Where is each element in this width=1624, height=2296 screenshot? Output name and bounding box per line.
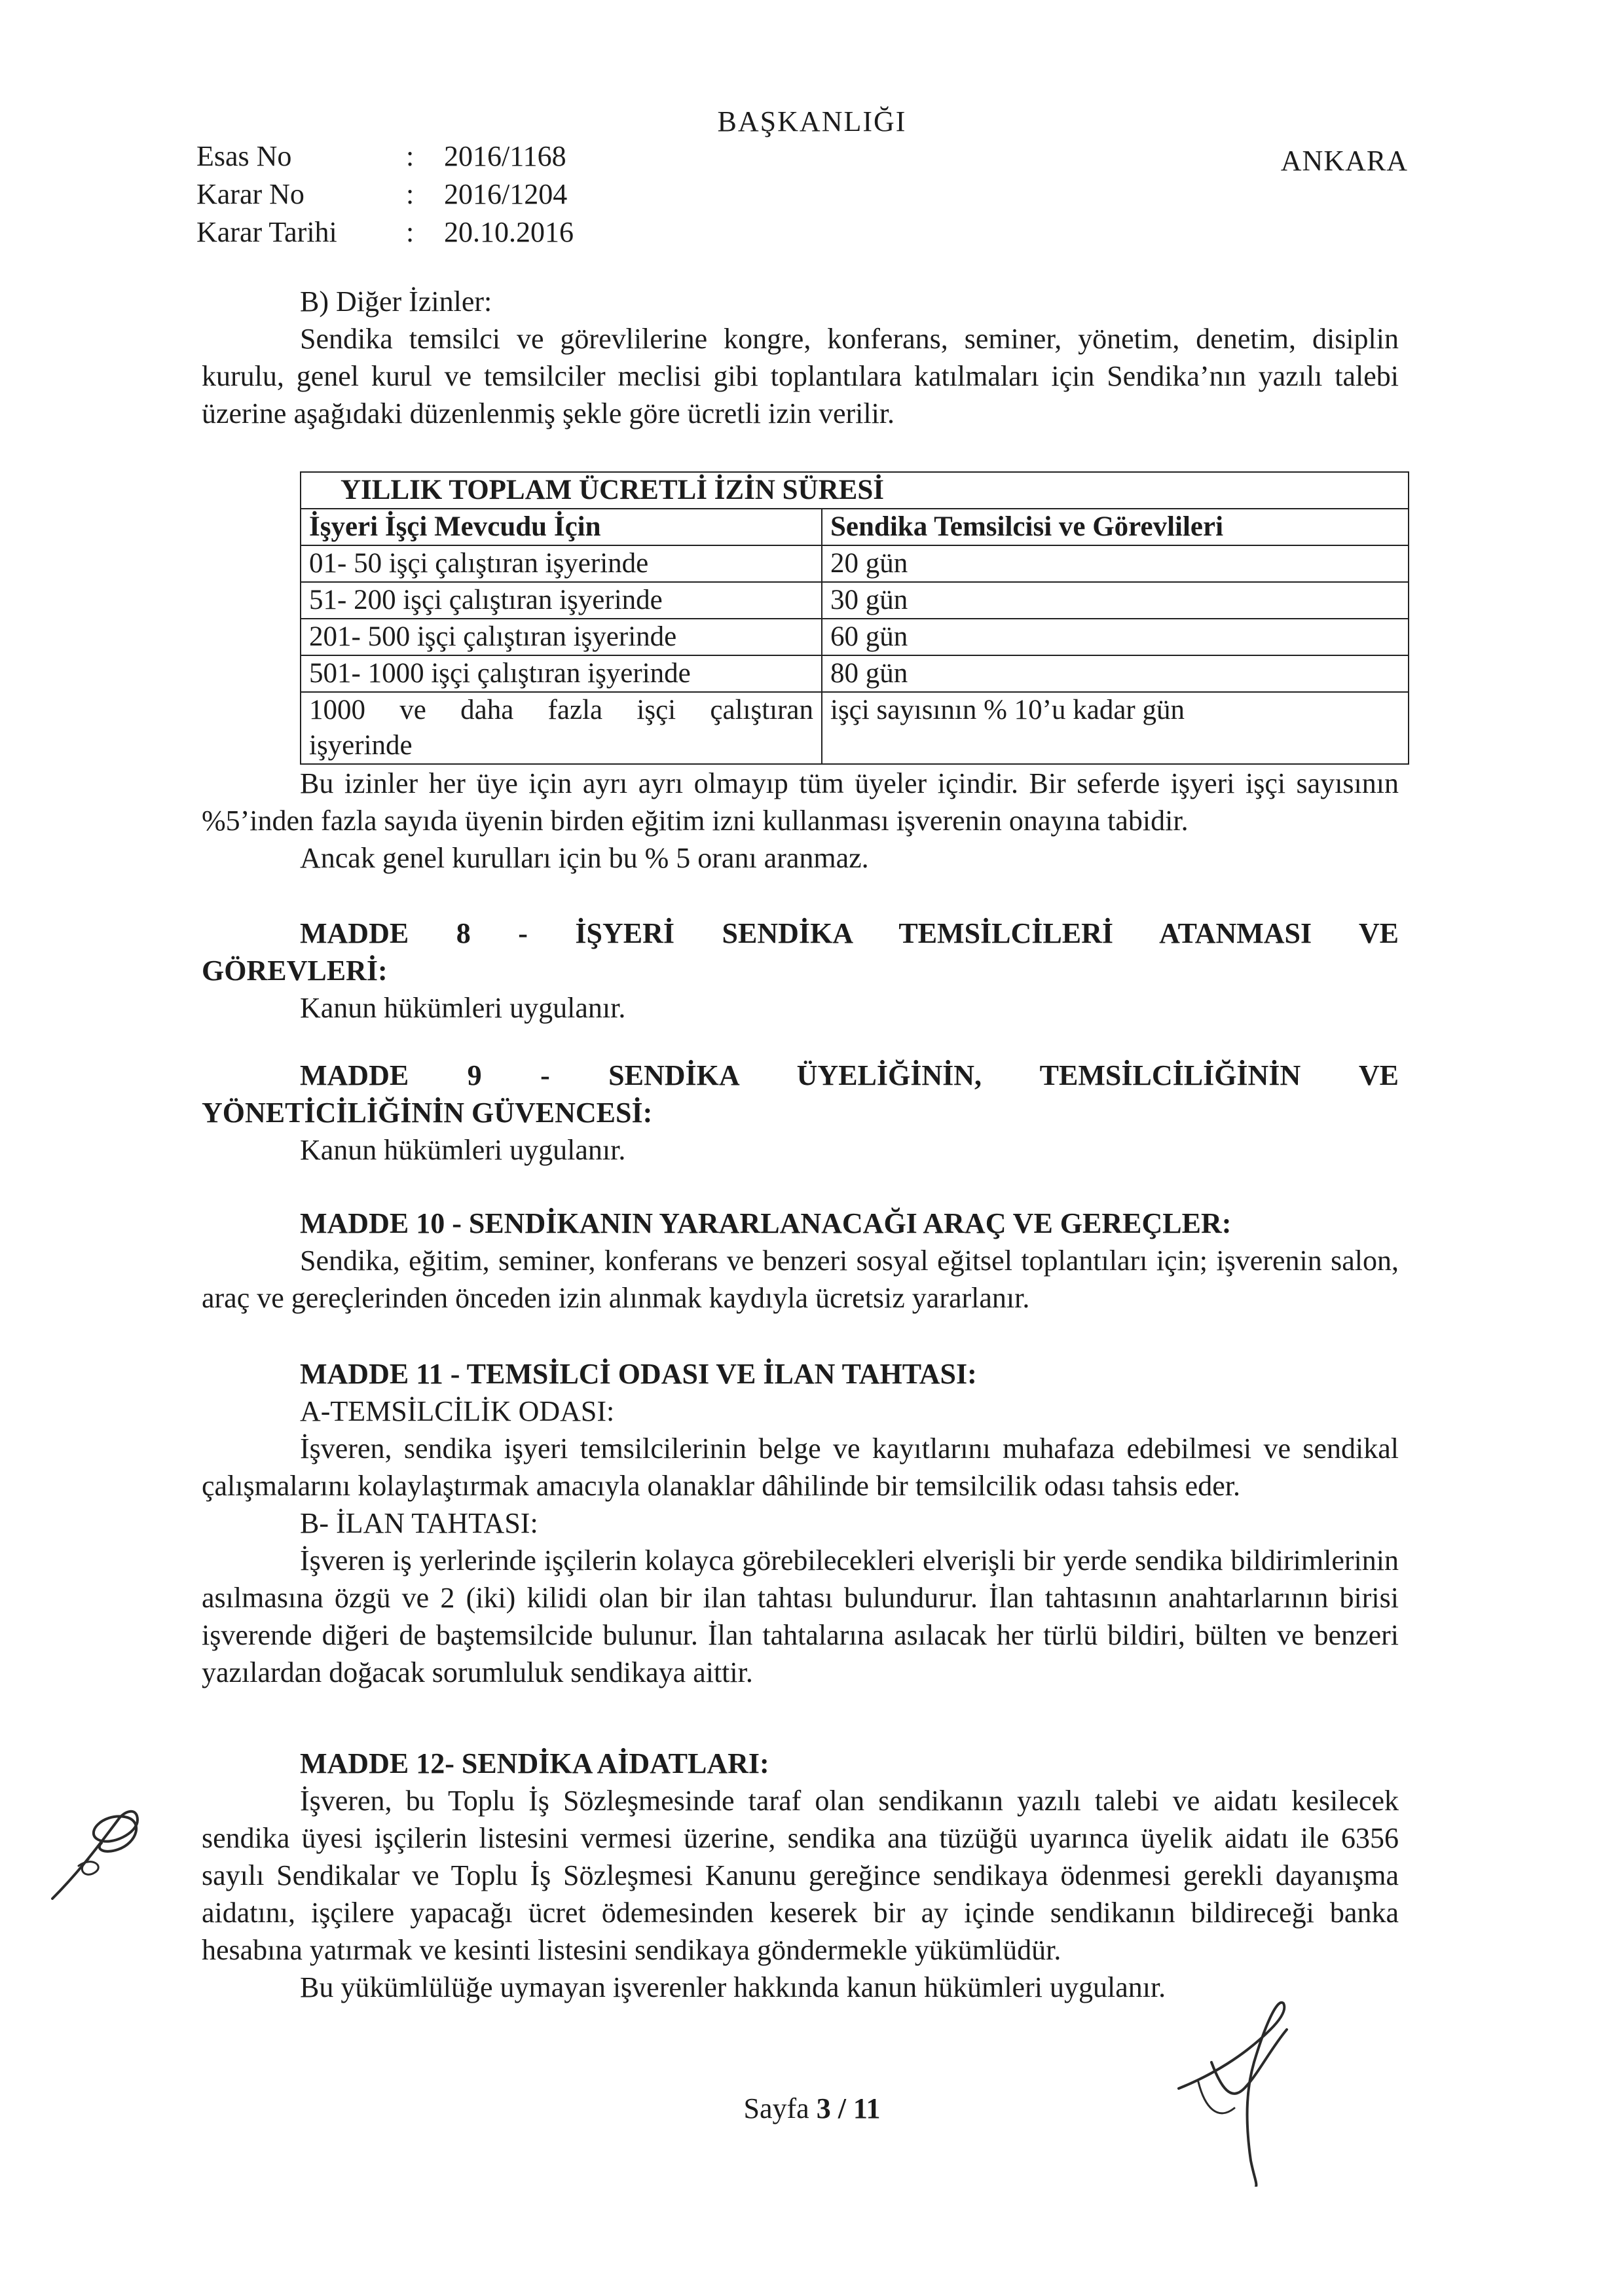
section-b-intro: Sendika temsilci ve görevlilerine kongre, konferans, seminer, yönetim, denetim, disiplin kurulu, genel kurul ve temsilciler meclisi gibi toplantılara katılmaları için Sendika’nın yazılı talebi üzerine aşağıdaki düzenlenmiş şekle göre ücretli izin verilir.: [202, 323, 1399, 429]
case-value: 20.10.2016: [444, 216, 574, 248]
article-text: Sendika, eğitim, seminer, konferans ve benzeri sosyal eğitsel toplantıları için; işverenin salon, araç ve gereçlerinden önceden izin alınmak kaydıyla ücretsiz yararlanır.: [202, 1245, 1399, 1314]
city-label: ANKARA: [1280, 145, 1408, 177]
table-row: [301, 619, 1409, 655]
article-text: İşveren, bu Toplu İş Sözleşmesinde taraf olan sendikanın yazılı talebi ve aidatı kesilecek sendika üyesi işçilerin listesini vermesi üzerine, sendika ana tüzüğü uyarınca üyelik aidatı ile 6356 sayılı Sendikalar ve Toplu İş Sözleşmesi Kanunu gereğince sendikaya ödenmesi gerekli dayanışma aidatını, işçilere yapacağı ücret ödemesinden keserek bir ay içinde sendikanın bildireceği banka hesabına yatırmak ve kesinti listesini sendikaya göndermekle yükümlüdür.: [202, 1785, 1399, 1966]
article-heading-cont: GÖREVLERİ:: [202, 955, 388, 987]
case-separator: :: [406, 216, 415, 248]
table-cell: işçi sayısının % 10’u kadar gün: [822, 692, 1409, 764]
table-title: YILLIK TOPLAM ÜCRETLİ İZİN SÜRESİ: [301, 472, 1409, 509]
table-cell: 30 gün: [822, 582, 1409, 619]
case-separator: :: [406, 178, 415, 210]
case-value: 2016/1204: [444, 178, 568, 210]
article-text: Kanun hükümleri uygulanır.: [300, 1134, 626, 1166]
leave-note: Bu izinler her üye için ayrı ayrı olmayıp tüm üyeler içindir. Bir seferde işyeri işçi sayısının %5’inden fazla sayıda üyenin birden eğitim izni kullanması işverenin onayına tabidir.: [202, 767, 1399, 837]
section-b: [202, 283, 1399, 432]
article-heading: MADDE 12- SENDİKA AİDATLARI:: [300, 1747, 769, 1779]
case-label: Esas No: [196, 140, 292, 172]
table-row: [301, 582, 1409, 619]
table-row: [301, 692, 1409, 764]
signature: [1172, 1990, 1329, 2187]
table-cell: 60 gün: [822, 619, 1409, 655]
page-number: 3 / 11: [816, 2092, 881, 2124]
article-text-2: Bu yükümlülüğe uymayan işverenler hakkında kanun hükümleri uygulanır.: [300, 1971, 1166, 2003]
article-heading-cont: YÖNETİCİLİĞİNİN GÜVENCESİ:: [202, 1097, 653, 1129]
article-11: [202, 1355, 1399, 1691]
table-cell: 51- 200 işçi çalıştıran işyerinde: [301, 582, 822, 619]
subsection-a-text: İşveren, sendika işyeri temsilcilerinin belge ve kayıtlarını muhafaza edebilmesi ve sendikal çalışmalarını kolaylaştırmak amacıyla olanaklar dâhilinde bir temsilcilik odası tahsis eder.: [202, 1432, 1399, 1502]
table-cell: [301, 692, 822, 764]
article-heading: MADDE 9 - SENDİKA ÜYELİĞİNİN, TEMSİLCİLİĞİNİN VE: [300, 1059, 1399, 1091]
table-cell: 201- 500 işçi çalıştıran işyerinde: [301, 619, 822, 655]
case-row-karar: [196, 175, 574, 213]
cell-line: 1000 ve daha fazla işçi çalıştıran: [309, 695, 813, 725]
page-footer: [0, 2092, 1624, 2125]
section-b-title: B) Diğer İzinler:: [300, 285, 492, 318]
case-value: 2016/1168: [444, 140, 566, 172]
table-row: [301, 655, 1409, 692]
case-row-esas: [196, 137, 574, 175]
column-header: Sendika Temsilcisi ve Görevlileri: [822, 509, 1409, 545]
article-text: Kanun hükümleri uygulanır.: [300, 992, 626, 1024]
table-cell: 80 gün: [822, 655, 1409, 692]
subsection-a-title: A-TEMSİLCİLİK ODASI:: [300, 1395, 615, 1427]
column-header: İşyeri İşçi Mevcudu İçin: [301, 509, 822, 545]
after-table: [202, 765, 1399, 877]
subsection-b-title: B- İLAN TAHTASI:: [300, 1507, 538, 1539]
article-9: [202, 1057, 1399, 1169]
article-heading: MADDE 8 - İŞYERİ SENDİKA TEMSİLCİLERİ ATANMASI VE: [300, 917, 1399, 949]
article-8: [202, 915, 1399, 1027]
cell-line: işyerinde: [309, 730, 413, 761]
table-cell: 501- 1000 işçi çalıştıran işyerinde: [301, 655, 822, 692]
article-10: [202, 1205, 1399, 1317]
initials-signature: [39, 1794, 157, 1905]
case-label: Karar Tarihi: [196, 216, 337, 248]
article-heading: MADDE 10 - SENDİKANIN YARARLANACAĞI ARAÇ VE GEREÇLER:: [300, 1207, 1232, 1239]
table-cell: 01- 50 işçi çalıştıran işyerinde: [301, 545, 822, 582]
table-cell: 20 gün: [822, 545, 1409, 582]
case-info: [196, 137, 574, 251]
table-header-row: [301, 509, 1409, 545]
table-title-row: [301, 472, 1409, 509]
subsection-b-text: İşveren iş yerlerinde işçilerin kolayca görebilecekleri elverişli bir yerde sendika bildirimlerinin asılmasına özgü ve 2 (iki) kilidi olan bir ilan tahtası bulundurur. İlan tahtasının anahtarlarının birisi işverende diğeri de baştemsilcide bulunur. İlan tahtalarına asılacak her türlü bildiri, bülten ve benzeri yazılardan doğacak sorumluluk sendikaya aittir.: [202, 1544, 1399, 1688]
page-label: Sayfa: [743, 2092, 809, 2124]
article-12: [202, 1745, 1399, 2006]
case-separator: :: [406, 140, 415, 172]
authority-header: BAŞKANLIĞI: [717, 105, 907, 137]
general-assembly-note: Ancak genel kurulları için bu % 5 oranı aranmaz.: [300, 842, 869, 874]
table-row: [301, 545, 1409, 582]
article-heading: MADDE 11 - TEMSİLCİ ODASI VE İLAN TAHTASI:: [300, 1358, 977, 1390]
case-row-tarih: [196, 213, 574, 251]
leave-duration-table: [300, 471, 1409, 765]
case-label: Karar No: [196, 178, 304, 210]
